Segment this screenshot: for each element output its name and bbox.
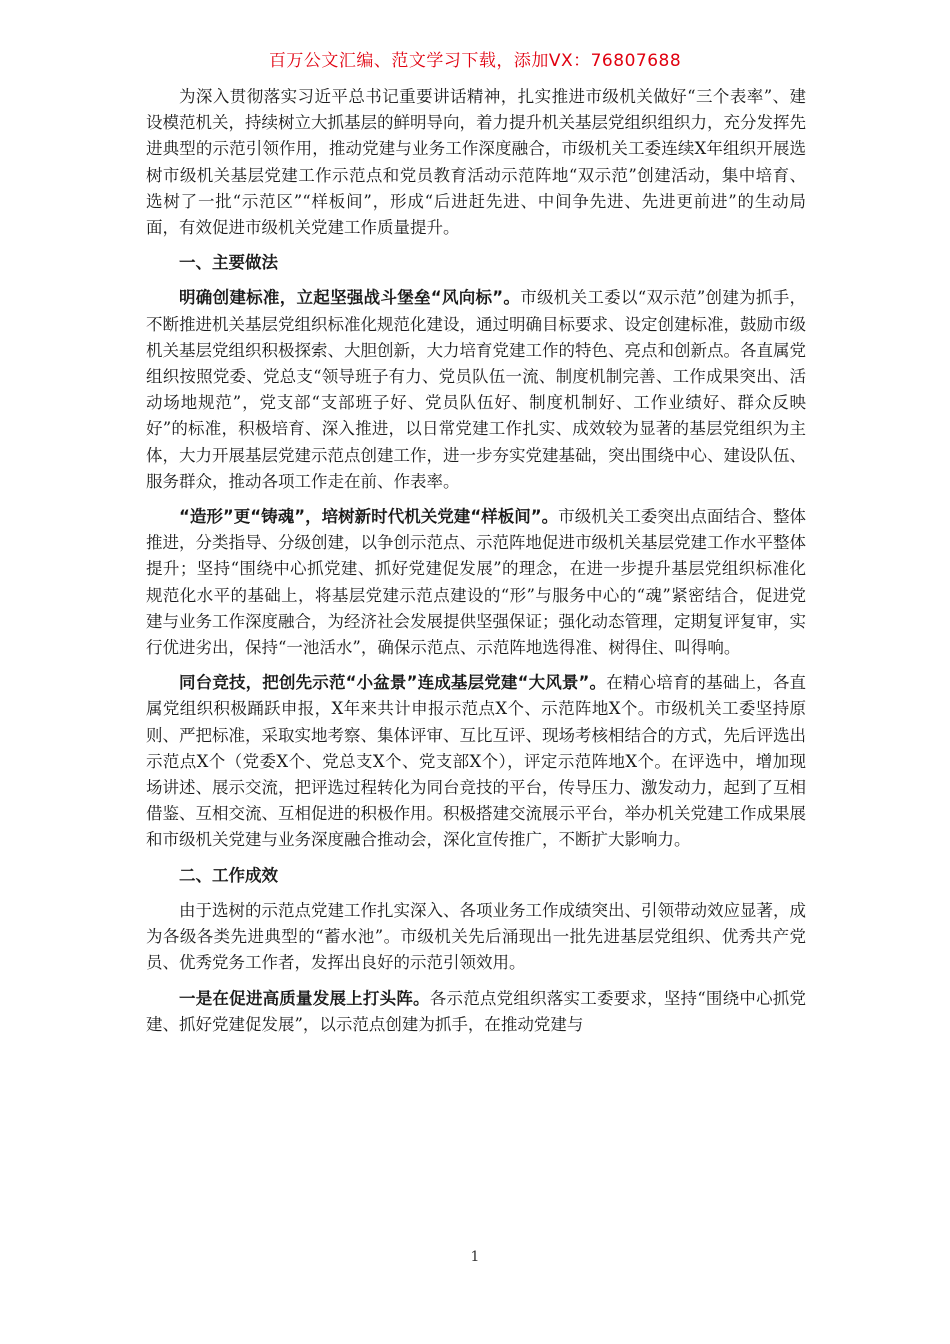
paragraph-results-summary: 由于选树的示范点党建工作扎实深入、各项业务工作成绩突出、引领带动效应显著，成为各级各类先进典型的“蓄水池”。市级机关先后涌现出一批先进基层党组织、优秀共产党员、优秀党务工作者，发挥出良好的示范引领效用。 xyxy=(146,900,806,973)
paragraph-lead: 同台竞技，把创先示范“小盆景”连成基层党建“大风景”。 xyxy=(179,673,607,693)
paragraph-body: 各示范点党组织落实工委要求，坚持“围绕中心抓党建、抓好党建促发展”，以示范点创建为抓手，在推动党建与 xyxy=(146,988,807,1034)
paragraph-competition xyxy=(146,670,806,853)
paragraph-model-room xyxy=(146,504,806,661)
section-heading-main-practices: 一、主要做法 xyxy=(179,253,278,273)
paragraph-lead: “造形”更“铸魂”，培树新时代机关党建“样板间”。 xyxy=(179,507,559,527)
page-number: 1 xyxy=(470,1249,480,1265)
paragraph-lead: 一是在促进高质量发展上打头阵。 xyxy=(179,988,430,1008)
paragraph-body: 市级机关工委突出点面结合、整体推进，分类指导、分级创建，以争创示范点、示范阵地促进市级机关基层党建工作水平整体提升；坚持“围绕中心抓党建、抓好党建促发展”的理念，在进一步提升基层党组织标准化规范化水平的基础上，将基层党建示范点建设的“形”与服务中心的“魂”紧密结合，促进党建与业务工作深度融合，为经济社会发展提供坚强保证；强化动态管理，定期复评复审，实行优进劣出，保持“一池活水”，确保示范点、示范阵地选得准、树得住、叫得响。 xyxy=(146,507,807,658)
document-body xyxy=(146,84,806,1038)
paragraph-creation-standards xyxy=(146,285,806,495)
paragraph-body: 在精心培育的基础上，各直属党组织积极踊跃申报，X年来共计申报示范点X个、示范阵地X个。市级机关工委坚持原则、严把标准，采取实地考察、集体评审、互比互评、现场考核相结合的方式，先后评选出示范点X个（党委X个、党总支X个、党支部X个），评定示范阵地X个。在评选中，增加现场讲述、展示交流，把评选过程转化为同台竞技的平台，传导压力、激发动力，起到了互相借鉴、互相交流、互相促进的积极作用。积极搭建交流展示平台，举办机关党建工作成果展和市级机关党建与业务深度融合推动会，深化宣传推广，不断扩大影响力。 xyxy=(146,673,806,850)
paragraph-lead: 明确创建标准，立起坚强战斗堡垒“风向标”。 xyxy=(179,288,521,308)
paragraph-high-quality-development xyxy=(146,986,806,1038)
download-banner: 百万公文汇编、范文学习下载，添加VX：76807688 xyxy=(268,51,682,71)
section-heading-results: 二、工作成效 xyxy=(179,865,278,885)
paragraph-body: 市级机关工委以“双示范”创建为抓手，不断推进机关基层党组织标准化规范化建设，通过明确目标要求、设定创建标准，鼓励市级机关基层党组织积极探索、大胆创新，大力培育党建工作的特色、亮点和创新点。各直属党组织按照党委、党总支“领导班子有力、党员队伍一流、制度机制完善、工作成果突出、活动场地规范”，党支部“支部班子好、党员队伍好、制度机制好、工作业绩好、群众反映好”的标准，积极培育、深入推进，以日常党建工作扎实、成效较为显著的基层党组织为主体，大力开展基层党建示范点创建工作，进一步夯实党建基础，突出围绕中心、建设队伍、服务群众，推动各项工作走在前、作表率。 xyxy=(146,288,806,491)
intro-paragraph: 为深入贯彻落实习近平总书记重要讲话精神，扎实推进市级机关做好“三个表率”、建设模范机关，持续树立大抓基层的鲜明导向，着力提升机关基层党组织组织力，充分发挥先进典型的示范引领作用，推动党建与业务工作深度融合，市级机关工委连续X年组织开展选树市级机关基层党建工作示范点和党员教育活动示范阵地“双示范”创建活动，集中培育、选树了一批“示范区”“样板间”，形成“后进赶先进、中间争先进、先进更前进”的生动局面，有效促进市级机关党建工作质量提升。 xyxy=(146,87,806,238)
